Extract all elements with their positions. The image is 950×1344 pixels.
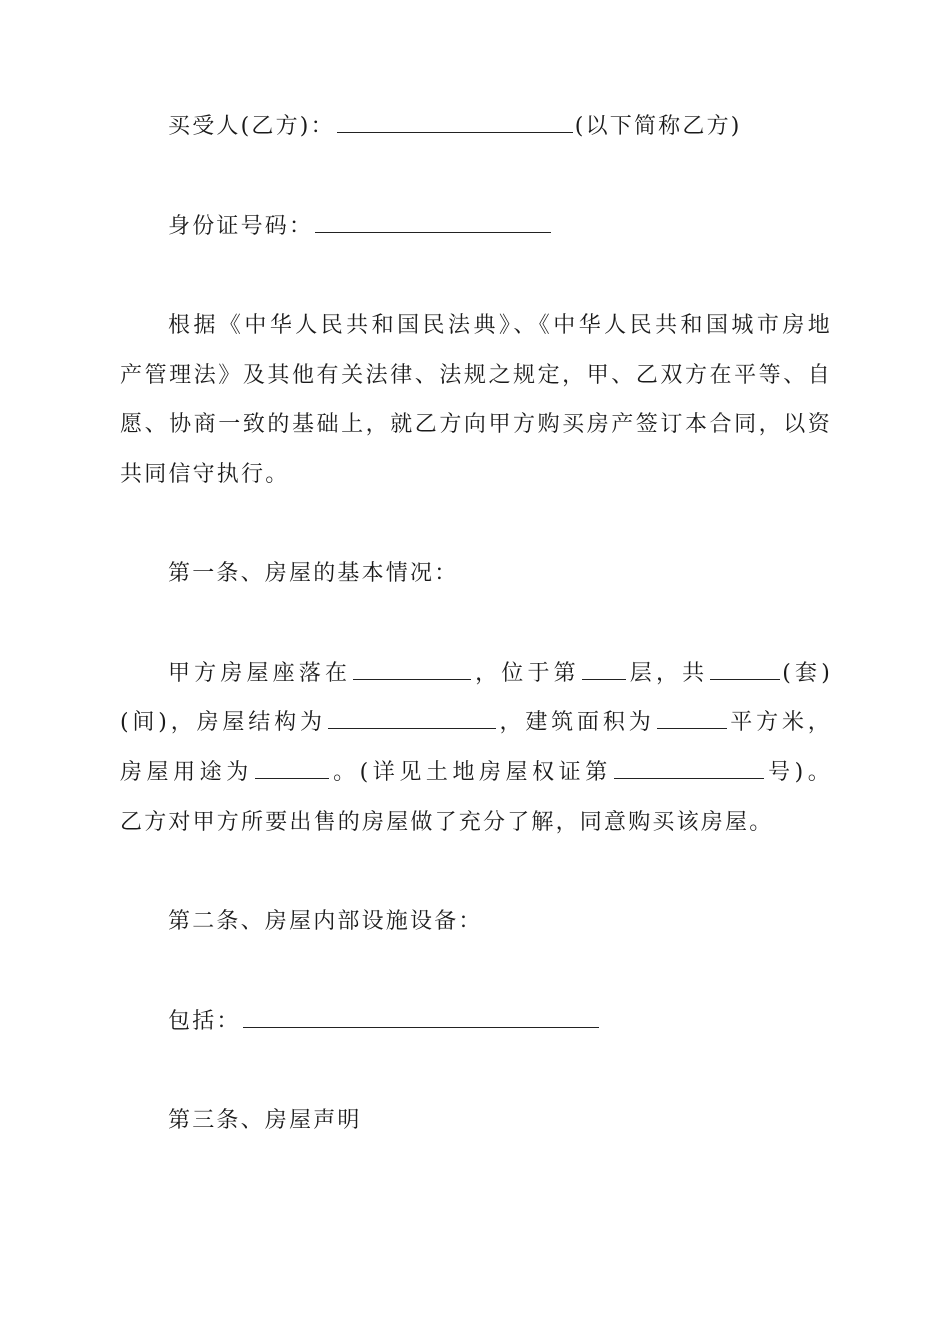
article1-line-4: 乙方对甲方所要出售的房屋做了充分了解，同意购买该房屋。 bbox=[120, 810, 774, 835]
article2-heading: 第二条、房屋内部设施设备： bbox=[168, 909, 483, 934]
buyer-label: 买受人(乙方)： bbox=[168, 114, 335, 139]
total-blank[interactable] bbox=[710, 655, 780, 680]
structure-blank[interactable] bbox=[328, 704, 496, 729]
includes-blank[interactable] bbox=[243, 1003, 599, 1028]
total-label: 层，共 bbox=[627, 661, 709, 686]
usage-label: 房屋用途为 bbox=[120, 760, 253, 785]
unit-label: (套) bbox=[782, 661, 832, 686]
preamble-line-3: 愿、协商一致的基础上，就乙方向甲方购买房产签订本合同，以资 bbox=[120, 412, 832, 437]
includes-line bbox=[168, 997, 832, 1046]
certificate-blank[interactable] bbox=[614, 754, 764, 779]
article3-heading: 第三条、房屋声明 bbox=[168, 1108, 362, 1133]
preamble-line-1: 根据《中华人民共和国民法典》、《中华人民共和国城市房地 bbox=[168, 313, 832, 338]
usage-blank[interactable] bbox=[255, 754, 329, 779]
preamble-line-2: 产管理法》及其他有关法律、法规之规定，甲、乙双方在平等、自 bbox=[120, 363, 832, 388]
article1-line-2 bbox=[120, 698, 832, 747]
buyer-line bbox=[168, 102, 832, 151]
area-unit: 平方米， bbox=[728, 710, 832, 735]
certificate-suffix: 号)。 bbox=[765, 760, 832, 785]
location-label: 甲方房屋座落在 bbox=[168, 661, 352, 686]
includes-label: 包括： bbox=[168, 1009, 241, 1034]
id-number-blank[interactable] bbox=[315, 208, 551, 233]
article1-line-3 bbox=[120, 748, 832, 797]
floor-label: ，位于第 bbox=[473, 661, 580, 686]
buyer-name-blank[interactable] bbox=[337, 108, 573, 133]
buyer-suffix: (以下简称乙方) bbox=[574, 114, 742, 139]
location-blank[interactable] bbox=[353, 655, 471, 680]
article1-line-1 bbox=[168, 649, 832, 698]
article1-heading: 第一条、房屋的基本情况： bbox=[168, 561, 459, 586]
area-blank[interactable] bbox=[657, 704, 727, 729]
floor-blank[interactable] bbox=[582, 655, 626, 680]
id-number-label: 身份证号码： bbox=[168, 214, 314, 239]
id-number-line bbox=[168, 202, 832, 251]
area-label: ，建筑面积为 bbox=[497, 710, 655, 735]
certificate-label: 。(详见土地房屋权证第 bbox=[330, 760, 612, 785]
preamble-line-4: 共同信守执行。 bbox=[120, 462, 290, 487]
structure-label: (间)，房屋结构为 bbox=[120, 710, 326, 735]
